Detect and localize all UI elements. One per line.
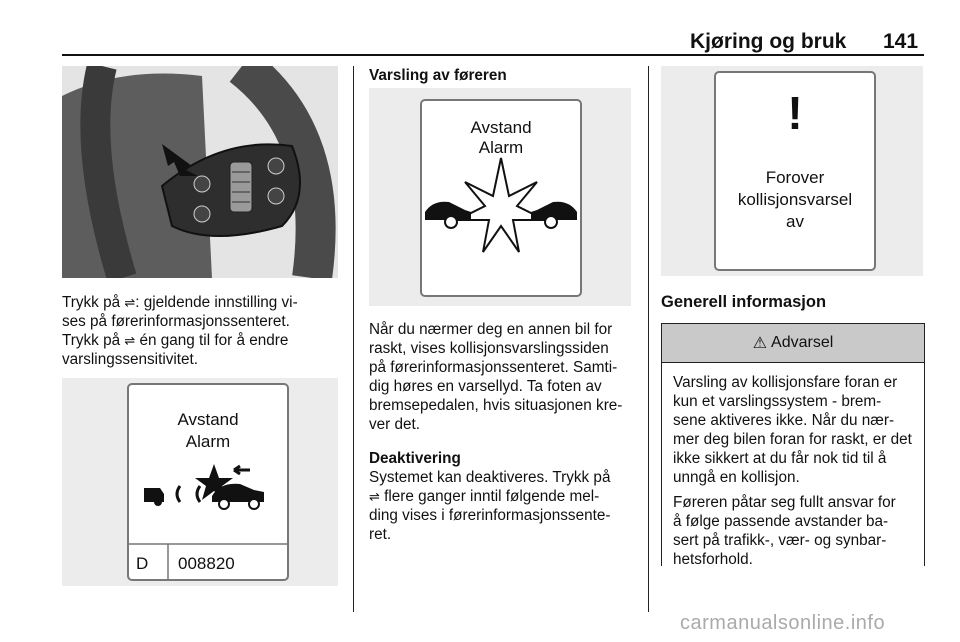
running-header-title: Kjøring og bruk (690, 30, 847, 53)
display-3-line2: kollisjonsvarsel (737, 190, 853, 209)
general-information-heading: Generell informasjon (661, 293, 827, 311)
warning-box-header (662, 324, 924, 363)
display-3-exclamation: ! (787, 87, 803, 139)
collision-alert-icon: ⇌ (124, 295, 136, 310)
display-1-title-line1: Avstand (177, 410, 239, 429)
distance-alarm-display-figure-2 (369, 88, 631, 306)
middle-paragraph: Når du nærmer deg en annen bil for raskt, vises kollisjonsvarslingssiden på førerinformasjonssenteret. Samti- dig høres en varsellyd. Ta foten av bremsepedalen, hvis situasjonen kre- ver det. Deaktivering Systemet kan deaktiveres. Trykk på ⇌ flere ganger inntil følgende mel- ding vises i førerinformasjonssente- ret. (369, 321, 623, 543)
page-number: 141 (883, 30, 919, 53)
warning-heading: Varsling av føreren (369, 67, 507, 84)
warning-label: Advarsel (771, 334, 834, 351)
collision-alert-off-display-figure (661, 66, 923, 276)
left-paragraph: Trykk på ⇌: gjeldende innstilling vi- ses på førerinformasjonssenteret. Trykk på ⇌ én gang til for å endre varslingssensitivitet. (62, 294, 298, 368)
display-3-line1: Forover (765, 168, 825, 187)
distance-alarm-display-figure-1 (62, 378, 338, 586)
site-watermark: carmanualsonline.info (680, 612, 886, 634)
warning-box (661, 323, 925, 566)
display-1-code-number: 008820 (178, 554, 235, 573)
warning-triangle-icon: ⚠ (752, 335, 768, 352)
display-1-code-letter: D (136, 554, 149, 573)
display-2-title-line2: Alarm (478, 138, 524, 157)
warning-box-body: Varsling av kollisjonsfare foran er kun et varslingssystem - brem- sene aktiveres ikke. Når du nær- mer deg bilen foran for raskt, er det ikke sikkert at du får nok tid til å unngå en kollisjon. Føreren påtar seg fullt ansvar for å følge passende avstander ba- sert på trafikk-, vær- og synbar- hetsforhold. (673, 374, 912, 568)
collision-alert-icon: ⇌ (369, 489, 380, 504)
header-rule (62, 54, 924, 56)
deactivation-subheading: Deaktivering (369, 450, 461, 467)
display-1-title-line2: Alarm (185, 432, 231, 451)
steering-wheel-figure (62, 66, 338, 278)
column-divider-2 (648, 66, 649, 612)
collision-alert-icon: ⇌ (124, 333, 136, 348)
display-2-title-line1: Avstand (470, 118, 532, 137)
column-divider-1 (353, 66, 354, 612)
display-3-line3: av (786, 212, 804, 231)
